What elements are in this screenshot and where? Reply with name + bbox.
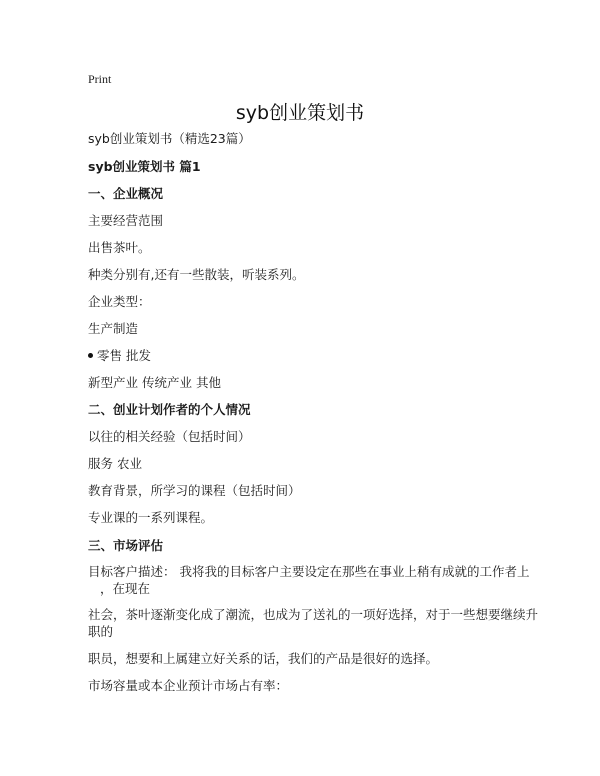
page-title: syb创业策划书 — [235, 102, 365, 124]
subtitle: syb创业策划书（精选23篇） — [88, 131, 251, 146]
bullet-icon — [88, 353, 93, 358]
section-title: syb创业策划书 篇1 — [88, 159, 201, 174]
paragraph: 目标客户描述： 我将我的目标客户主要设定在那些在事业上稍有成就的工作者上 — [88, 564, 530, 579]
heading-3: 三、市场评估 — [88, 538, 164, 553]
heading-1: 一、企业概况 — [88, 186, 164, 201]
bullet-text: 零售 批发 — [97, 348, 151, 363]
paragraph: 教育背景，所学习的课程（包括时间） — [88, 483, 301, 498]
paragraph: 新型产业 传统产业 其他 — [88, 375, 221, 390]
heading-2: 二、创业计划作者的个人情况 — [88, 402, 251, 417]
paragraph: 市场容量或本企业预计市场占有率： — [88, 678, 289, 693]
bullet-item — [88, 348, 151, 364]
paragraph-continuation: ，在现在 — [100, 581, 151, 596]
paragraph: 专业课的一系列课程。 — [88, 510, 214, 525]
paragraph: 职员，想要和上属建立好关系的话，我们的产品是很好的选择。 — [88, 651, 439, 666]
paragraph: 种类分别有,还有一些散装，听装系列。 — [88, 267, 305, 282]
paragraph: 主要经营范围 — [88, 213, 164, 228]
paragraph: 生产制造 — [88, 321, 139, 336]
paragraph: 服务 农业 — [88, 456, 142, 471]
print-label[interactable]: Print — [88, 72, 112, 86]
paragraph: 以往的相关经验（包括时间） — [88, 429, 251, 444]
paragraph-continuation: 职的 — [88, 624, 114, 639]
paragraph: 出售茶叶。 — [88, 240, 151, 255]
paragraph: 企业类型： — [88, 294, 151, 309]
paragraph: 社会，茶叶逐渐变化成了潮流，也成为了送礼的一项好选择，对于一些想要继续升 — [88, 607, 539, 622]
